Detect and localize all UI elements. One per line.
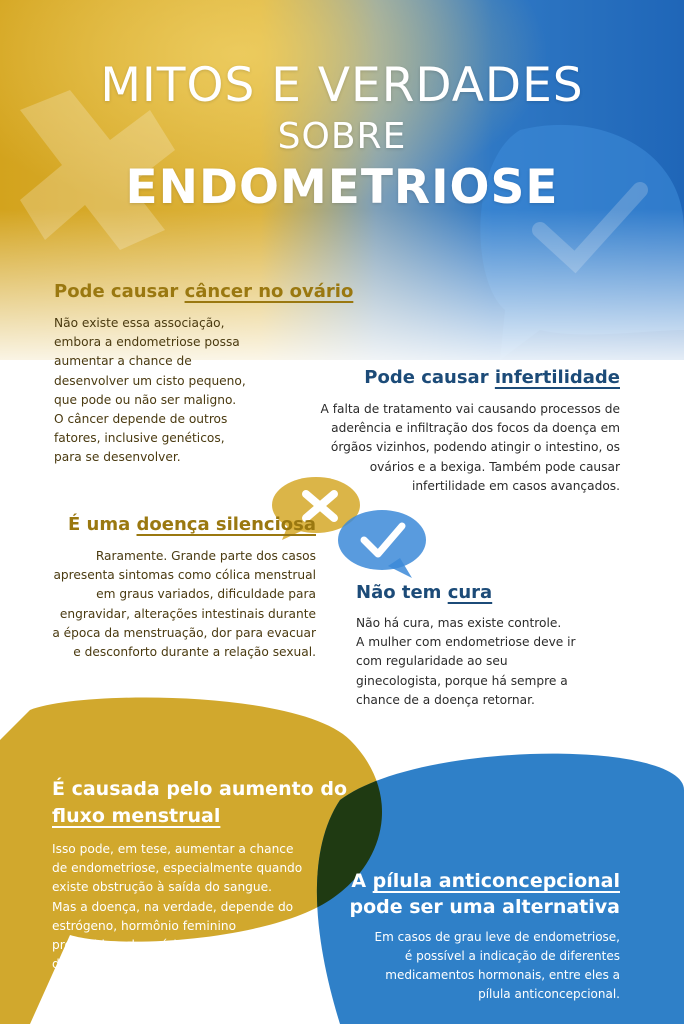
title-underlined: doença silenciosa [136, 514, 316, 535]
header-title-line1: MITOS E VERDADES [100, 58, 584, 113]
text-line: Não existe essa associação, [54, 316, 225, 330]
check-bubble-icon [338, 510, 426, 578]
title-text: A [351, 870, 373, 892]
text-line: infertilidade em casos avançados. [411, 478, 620, 493]
truth-body-pill [340, 928, 620, 1004]
text-line: ovários e a bexiga. Também pode causar [369, 459, 620, 474]
text-line: Mas a doença, na verdade, depende do [52, 899, 294, 914]
title-text: É causada pelo aumento do [52, 778, 348, 800]
text-line: Isso pode, em tese, aumentar a chance [52, 842, 294, 856]
myth-body-flow [52, 840, 322, 974]
text-line: desenvolver um cisto pequeno, [54, 373, 246, 388]
truth-body-infertility [296, 400, 620, 496]
text-line: em graus variados, dificuldade para [96, 587, 316, 602]
text-line: desenvolver. [52, 957, 130, 972]
text-line: Em casos de grau leve de endometriose, [374, 930, 620, 944]
text-line: e desconforto durante a relação sexual. [73, 645, 316, 660]
title-text: Pode causar [364, 367, 495, 388]
myth-title-flow [52, 776, 382, 830]
header-title-line2: SOBRE [277, 116, 407, 157]
truth-title-infertility [356, 367, 620, 388]
text-line: de endometriose, especialmente quando [52, 861, 303, 876]
text-line: órgãos vizinhos, podendo atingir o intestino, os [330, 440, 620, 455]
title-underlined: pílula anticoncepcional [372, 870, 620, 892]
text-line: A falta de tratamento vai causando processos de [320, 402, 620, 416]
text-line: é possível a indicação de diferentes [404, 949, 620, 963]
text-line: aumentar a chance de [54, 354, 192, 369]
truth-body-cure [356, 614, 606, 710]
text-line: apresenta sintomas como cólica menstrual [53, 568, 316, 583]
header-title-line3: ENDOMETRIOSE [125, 160, 559, 215]
text-line: produzido pelo ovário, para se [52, 938, 238, 953]
title-underlined: fluxo menstrual [52, 805, 221, 827]
title-underlined: câncer no ovário [184, 281, 354, 302]
title-text: pode ser uma alternativa [349, 896, 620, 918]
myth-title-cancer [54, 281, 353, 302]
text-line: estrógeno, hormônio feminino [52, 918, 237, 933]
text-line: Não há cura, mas existe controle. [356, 616, 562, 630]
title-underlined: cura [447, 582, 493, 603]
title-text: É uma [67, 514, 137, 535]
title-text: Pode causar [54, 281, 185, 302]
text-line: engravidar, alterações intestinais durante [59, 606, 316, 621]
myth-title-silent [60, 514, 316, 535]
text-line: A mulher com endometriose deve ir [356, 635, 576, 650]
text-line: para se desenvolver. [54, 450, 181, 465]
text-line: embora a endometriose possa [54, 335, 240, 350]
text-line: pílula anticoncepcional. [478, 987, 620, 1001]
text-line: medicamentos hormonais, entre eles a [385, 968, 620, 982]
text-line: fatores, inclusive genéticos, [54, 431, 225, 446]
truth-title-pill [336, 868, 620, 920]
text-line: existe obstrução à saída do sangue. [52, 880, 273, 895]
myth-body-silent [34, 547, 316, 662]
text-line: a época da menstruação, dor para evacuar [52, 625, 316, 640]
text-line: chance de a doença retornar. [356, 692, 535, 707]
title-underlined: infertilidade [494, 367, 620, 388]
text-line: Raramente. Grande parte dos casos [95, 549, 316, 563]
myth-body-cancer [54, 314, 284, 468]
truth-title-cure [356, 582, 492, 603]
title-text: Não tem [356, 582, 448, 603]
text-line: com regularidade ao seu [356, 654, 508, 669]
text-line: O câncer depende de outros [54, 412, 228, 427]
text-line: aderência e infiltração dos focos da doença em [331, 421, 620, 436]
text-line: que pode ou não ser maligno. [54, 392, 237, 407]
text-line: ginecologista, porque há sempre a [356, 673, 568, 688]
